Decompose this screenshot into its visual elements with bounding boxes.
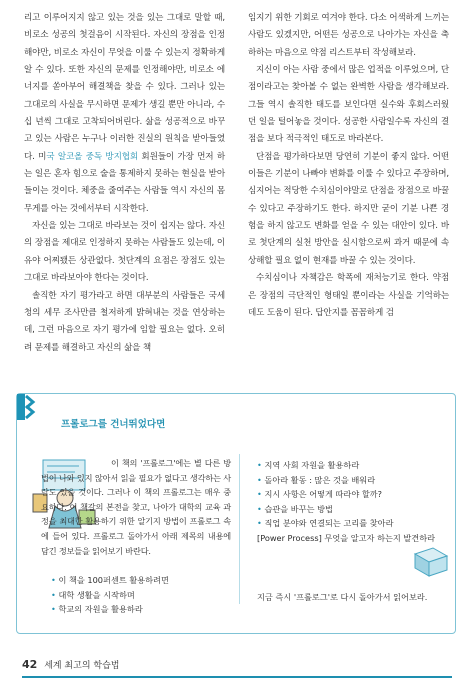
right-paragraph-4: 수치심이나 자책감은 학폭에 재처능기로 한다. 약점은 장점의 극단적인 형태일 뿐이라는 사실을 기억하는 데도 도움이 된다. 답안지를 꼼꼼하게 검 [248,273,449,318]
footer-rule [22,676,452,678]
list-item: • 지역 사회 자원을 활용하라 [257,458,435,473]
left-paragraph-1 [24,10,225,218]
callout-title: 프롤로그를 건너뛰었다면 [61,419,166,430]
list-item: • 돌아라 활동 : 많은 것을 배워라 [257,473,435,488]
book-illustration [409,544,453,580]
callout-list-right [257,458,435,546]
double-chevron-icon [23,392,39,422]
list-item: • 대학 생활을 시작하며 [51,588,169,603]
prologue-callout-box [16,393,456,634]
list-item: • 습관을 바꾸는 방법 [257,502,435,517]
right-paragraph-2: 지신이 아는 사람 중에서 많은 업적을 이루었으며, 단점이라고는 찾아볼 수 없는 완벽한 사람을 생각해보라. 그들 역시 솔직한 태도를 보인다면 실수와 후회스러웠던 일을 털어놓을 것이다. 성공한 사람일수록 자신의 결점을 보다 적극적인 태도로 바라본다. [248,65,449,145]
left-paragraph-3: 솔직한 자기 평가라고 하면 대부분의 사람들은 국세청의 세무 조사만큼 철저하게 밝혀내는 것을 연상하는데, 그런 마음으로 자기 평가에 임할 필요는 없다. 오히려 문제를 해결하고 자신의 삶을 책 [24,290,225,353]
list-item: • 이 책을 100퍼센트 활용하려면 [51,573,169,588]
callout-footer: 지금 즉시 '프롤로그'로 다시 돌아가서 읽어보라. [257,592,428,602]
callout-divider [239,454,240,604]
left-paragraph-2: 자신을 있는 그대로 바라보는 것이 쉽지는 않다. 자신의 장점을 제대로 인정하지 못하는 사람들도 있는데, 이유야 어찌됐든 상관없다. 첫단계의 요점은 장점도 있는 그대로 바라보아야 한다는 것이다. [24,221,225,284]
left-column [24,10,225,357]
list-item: • 직업 분야와 연결되는 고리를 찾아라 [257,516,435,531]
callout-list-left [51,573,169,617]
callout-intro [41,456,231,558]
book-title: 세계 최고의 학습법 [44,661,120,671]
right-paragraph-1: 임지기 위한 기회로 여겨야 한다. 다소 어색하게 느끼는 사람도 있겠지만, 어떤든 성공으로 나아가는 자신을 축하하는 마음으로 약점 리스트부터 작성해보라. [248,13,449,58]
right-column [248,10,449,322]
page-footer [22,658,119,671]
left-paragraph-1-text-cont: 회원들이 가장 먼저 하는 일은 혼자 힘으로 술을 통제하지 못하는 현실을 받아들이는 것이다. 체중을 줄여주는 사람들 역시 자신의 몸무게를 아는 것에서부터 시작한다. [24,151,226,214]
list-item: • 지시 사항은 어떻게 따라야 할까? [257,487,435,502]
list-item: • 학교의 자원을 활용하라 [51,602,169,617]
page-number: 42 [22,658,38,671]
list-item-power-process: [Power Process] 무엇을 알고자 하는지 발견하라 [257,532,436,543]
left-paragraph-1-text: 리고 이루어지지 않고 있는 것을 있는 그대로 말할 때, 비로소 성공의 첫걸음이 시작된다. 자신의 장점을 인정해야만, 비로소 자신이 무엇을 이룰 수 있는지 정확하게 알 수 있다. 또한 자신의 문제를 인정해야만, 비로소 에너지를 쏟아부어 해결책을 찾을 수 있다. 그러나 있는 그대로의 사실을 무시하면 문제가 생길 뿐만 아니라, 수십 년씩 그대로 고착되어버린다. 삶을 성공적으로 바꾸고 있는 사람은 누구나 이러한 진실의 원칙을 받아들였다. 미 [24,13,225,162]
right-paragraph-3: 단점을 평가하다보면 당연히 기분이 좋지 않다. 어떤 이들은 기분이 나빠야 변화를 이룰 수 있다고 주장하며, 심지어는 적당한 수치심이야말로 단점을 장점으로 바꿀 수 있다고 주장하기도 한다. 하지만 굳이 기분 나쁜 경험을 하지 않고도 변화를 얻을 수 있는 대안이 있다. 바로 첫단계의 실천 방안을 실시함으로써 과거 때문에 속상해할 필요 없이 현재를 바꿀 수 있는 것이다. [248,151,449,266]
highlight-term: 국 알코올 중독 방지협회 [46,151,139,162]
callout-intro-text: 이 책의 '프롤로그'에는 별 다른 방법이 나와 있지 않아서 읽을 필요가 없다고 생각하는 사람도 있을 것이다. 그러나 이 책의 프롤로그는 매우 중요하다. 이 책갈의 본전을 찾고, 나아가 대학의 교육 과정을 최대한 활용하기 위한 알기지 방법이 프롤로그 속에 들어 있다. 프롤로그 돌아가서 아래 제목의 내용에 담긴 정보들을 읽어보기 바란다. [41,458,231,556]
